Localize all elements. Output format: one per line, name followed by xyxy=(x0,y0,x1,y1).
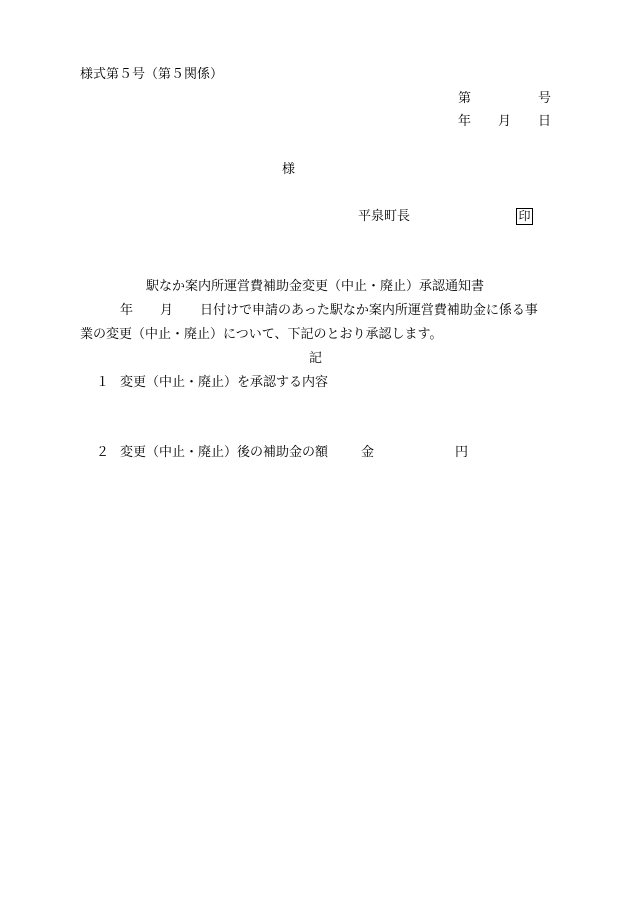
ki-heading: 記 xyxy=(309,351,323,366)
item-2-label: 変更（中止・廃止）後の補助金の額 xyxy=(120,445,329,460)
paragraph-year: 年 xyxy=(120,303,134,318)
paragraph-line2: 業の変更（中止・廃止）について、下記のとおり承認します。 xyxy=(80,327,443,342)
seal-mark: 印 xyxy=(516,208,533,225)
issuer-title: 平泉町長 xyxy=(358,209,411,224)
paragraph-month: 月 xyxy=(160,303,174,318)
date-month: 月 xyxy=(498,114,512,129)
date-day: 日 xyxy=(538,114,552,129)
item-2-number: ２ xyxy=(96,445,110,460)
item-2-amount-suffix: 円 xyxy=(455,445,469,460)
document-title: 駅なか案内所運営費補助金変更（中止・廃止）承認通知書 xyxy=(146,279,485,294)
item-1-label: 変更（中止・廃止）を承認する内容 xyxy=(120,375,329,390)
doc-number-prefix: 第 xyxy=(458,91,472,106)
paragraph-line1: 日付けで申請のあった駅なか案内所運営費補助金に係る事 xyxy=(200,303,538,318)
item-2-amount-prefix: 金 xyxy=(361,445,375,460)
addressee-honorific: 様 xyxy=(282,162,296,177)
item-1-number: １ xyxy=(96,375,110,390)
date-year: 年 xyxy=(458,114,472,129)
doc-number-suffix: 号 xyxy=(538,91,552,106)
form-number: 様式第５号（第５関係） xyxy=(80,67,224,82)
